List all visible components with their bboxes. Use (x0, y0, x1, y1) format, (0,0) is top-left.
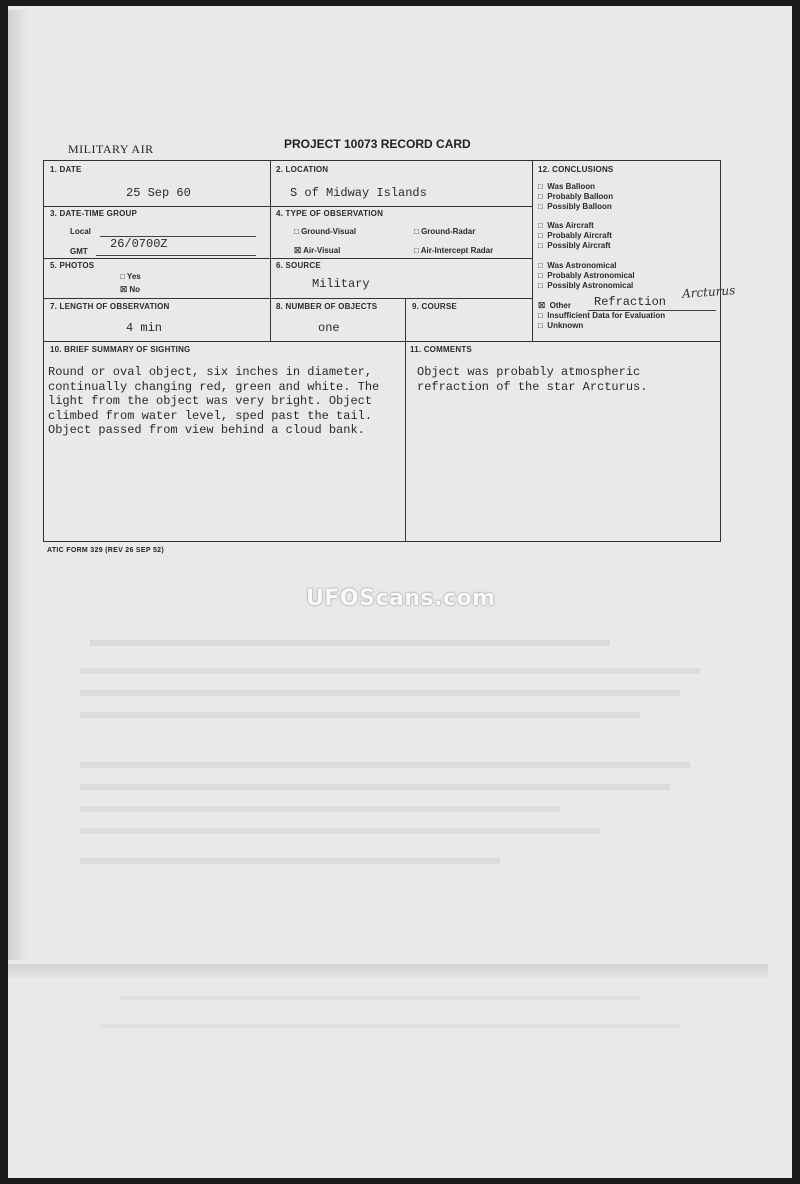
date-label: 1. DATE (50, 165, 82, 174)
card-title: PROJECT 10073 RECORD CARD (284, 137, 471, 151)
summary-label: 10. BRIEF SUMMARY OF SIGHTING (50, 345, 191, 354)
conclusion-item: □ Possibly Aircraft (538, 241, 611, 250)
header-left-label: MILITARY AIR (68, 142, 154, 156)
comments-label: 11. COMMENTS (410, 345, 472, 354)
photos-no: ☒ No (120, 285, 141, 294)
dtg-local-label: Local (70, 227, 91, 236)
dtg-gmt-value: 26/0700Z (110, 237, 168, 251)
type-air-visual-checkbox: ☒ (294, 246, 302, 255)
length-value: 4 min (126, 321, 163, 335)
length-label: 7. LENGTH OF OBSERVATION (50, 302, 170, 311)
conclusion-item: □ Probably Aircraft (538, 231, 612, 240)
photos-label: 5. PHOTOS (50, 261, 95, 270)
dtg-gmt-label: GMT (70, 247, 88, 256)
conclusion-item: □ Was Aircraft (538, 221, 594, 230)
source-value: Military (312, 277, 370, 291)
form-number: ATIC FORM 329 (REV 26 SEP 52) (47, 547, 164, 554)
type-ground-radar-checkbox: □ (414, 227, 419, 236)
type-ground-visual-checkbox: □ (294, 227, 299, 236)
date-value: 25 Sep 60 (126, 186, 191, 200)
source-label: 6. SOURCE (276, 261, 321, 270)
location-value: S of Midway Islands (290, 186, 427, 200)
photos-no-checkbox: ☒ (120, 285, 128, 294)
comments-text: Object was probably atmospheric refraction of the star Arcturus. (417, 365, 648, 394)
number-value: one (318, 321, 340, 335)
photos-yes: □ Yes (120, 272, 141, 281)
binder-edge (8, 10, 30, 960)
dtg-label: 3. DATE-TIME GROUP (50, 209, 138, 218)
type-air-intercept-radar-checkbox: □ (414, 246, 419, 255)
type-label: 4. TYPE OF OBSERVATION (276, 209, 384, 218)
conclusion-item: □ Was Astronomical (538, 261, 617, 270)
type-air-intercept-radar: □ Air-Intercept Radar (414, 246, 494, 255)
conclusion-other-value: Refraction (594, 295, 667, 309)
type-ground-visual: □ Ground-Visual (294, 227, 357, 236)
record-card (43, 160, 736, 542)
course-label: 9. COURSE (412, 302, 457, 311)
watermark: UFOScans.com (306, 586, 496, 611)
location-label: 2. LOCATION (276, 165, 329, 174)
number-label: 8. NUMBER OF OBJECTS (276, 302, 378, 311)
conclusion-other-checkbox: ☒ (538, 301, 546, 310)
conclusion-item: □ Unknown (538, 321, 584, 330)
conclusion-other-handwritten: Arcturus (681, 283, 736, 301)
type-air-visual: ☒ Air-Visual (294, 246, 341, 255)
conclusion-item: □ Possibly Balloon (538, 202, 612, 211)
conclusions-label: 12. CONCLUSIONS (538, 165, 614, 174)
summary-text: Round or oval object, six inches in diameter, continually changing red, green and white. The light from the object was very bright. Object climbed from water level, sped past the tail. Object passed from view behind a cloud bank. (48, 365, 380, 437)
conclusion-item: □ Possibly Astronomical (538, 281, 634, 290)
page-fold (8, 964, 768, 978)
conclusion-item: □ Probably Astronomical (538, 271, 635, 280)
conclusion-item: □ Was Balloon (538, 182, 596, 191)
photos-yes-checkbox: □ (120, 272, 125, 281)
conclusion-item: □ Probably Balloon (538, 192, 614, 201)
type-ground-radar: □ Ground-Radar (414, 227, 476, 236)
conclusion-other: ☒ Other (538, 301, 571, 310)
conclusion-item: □ Insufficient Data for Evaluation (538, 311, 666, 320)
